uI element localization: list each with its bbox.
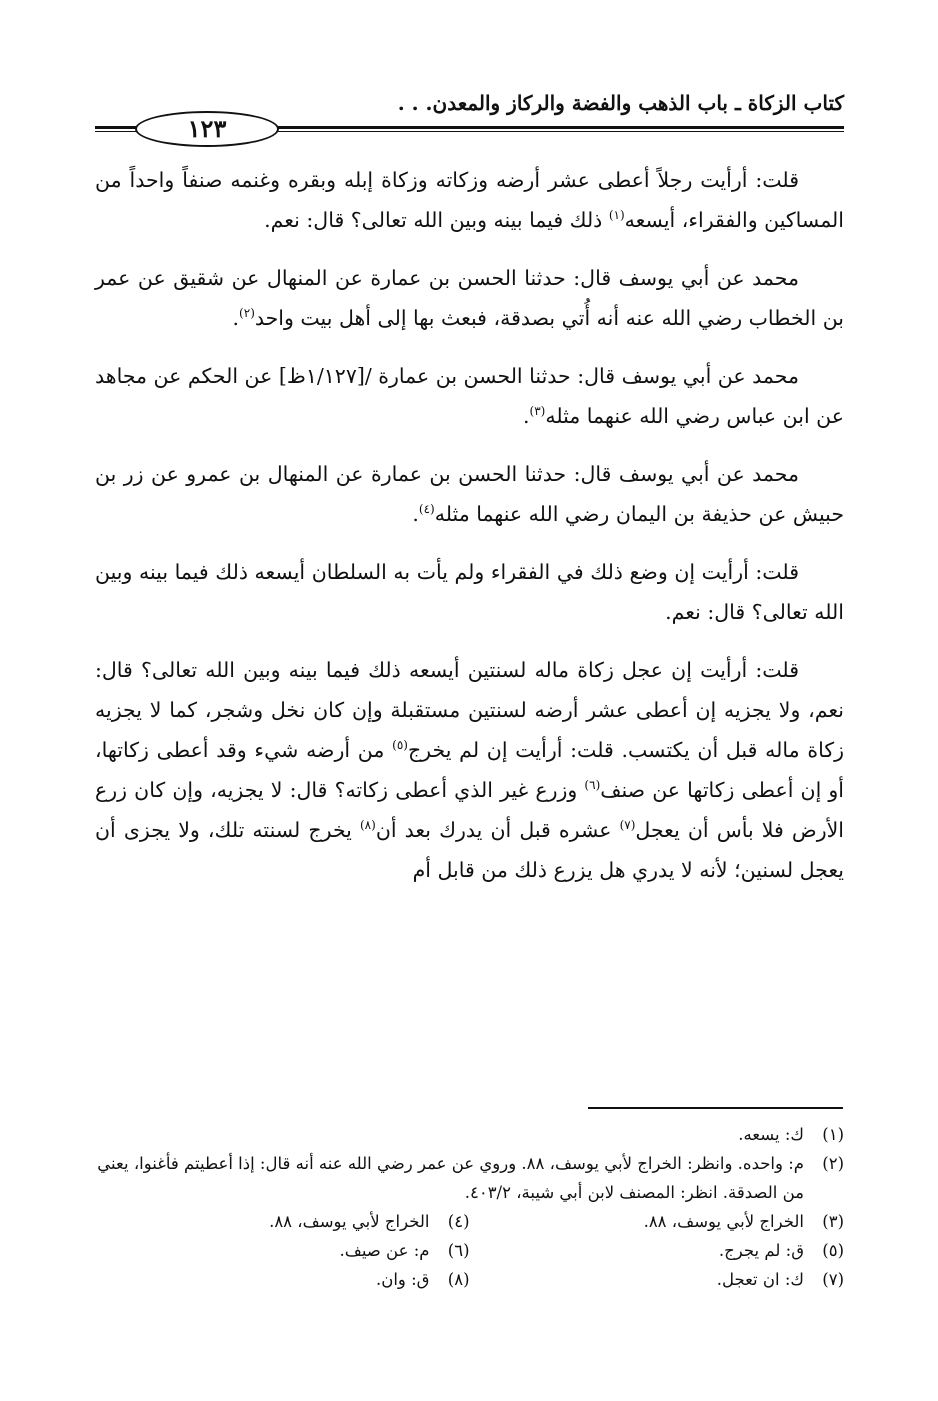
- page-header: [95, 86, 844, 166]
- footnote-ref: (٨): [359, 818, 376, 833]
- footnote-ref: (٦): [584, 778, 601, 793]
- footnote: (٦) م: عن صيف.: [339, 1241, 470, 1260]
- footnote-ref: (١): [608, 208, 625, 223]
- footnote-row: [95, 1265, 844, 1294]
- paragraph: محمد عن أبي يوسف قال: حدثنا الحسن بن عمارة /[١/١٢٧ظ] عن الحكم عن مجاهد عن ابن عباس رضي الله عنهما مثله$^{(٣)}$.: [95, 364, 844, 428]
- footnote-row: [95, 1236, 844, 1265]
- footnote: (٤) الخراج لأبي يوسف، ٨٨.: [269, 1212, 470, 1231]
- paragraph: قلت: أرأيت إن عجل زكاة ماله لسنتين أيسعه ذلك فيما بينه وبين الله تعالى؟ قال: نعم، ولا يجزيه إن أعطى عشر أرضه لسنتين مستقبلة وإن كان نخل وشجر، كما لا يجزيه زكاة ماله قبل أن يكتسب. قلت: أرأيت إن لم يخرج$^{(٥)}$ من أرضه شيء وقد أعطى زكاتها، أو إن أعطى زكاتها عن صنف$^{(٦)}$ وزرع غير الذي أعطى زكاته؟ قال: لا يجزيه، وإن كان زرع الأرض فلا بأس أن يعجل$^{(٧)}$ عشره قبل أن يدرك بعد أن$^{(٨)}$ يخرج لسنته تلك، ولا يجزى أن يعجل لسنين؛ لأنه لا يدري هل يزرع ذلك من قابل أم: [95, 658, 845, 882]
- footnote-row: [95, 1207, 844, 1236]
- footnote: (٣) الخراج لأبي يوسف، ٨٨.: [643, 1212, 844, 1231]
- footnote-ref: (٢): [239, 306, 255, 321]
- paragraph: قلت: أرأيت إن وضع ذلك في الفقراء ولم يأت به السلطان أيسعه ذلك فيما بينه وبين الله تعالى؟ قال: نعم.: [95, 560, 844, 624]
- running-title: كتاب الزكاة ـ باب الذهب والفضة والركاز والمعدن. . .: [397, 91, 844, 115]
- footnote-ref: (٥): [392, 738, 408, 753]
- page-number: ١٢٣: [135, 111, 279, 147]
- footnote-ref: (٧): [619, 818, 636, 833]
- footnote: (٥) ق: لم يجرج.: [718, 1241, 844, 1260]
- paragraph: قلت: أرأيت رجلاً أعطى عشر أرضه وزكاته وزكاة إبله وبقره وغنمه صنفاً واحداً من المساكين والفقراء، أيسعه$^{(١)}$ ذلك فيما بينه وبين الله تعالى؟ قال: نعم.: [95, 168, 844, 232]
- footnote-ref: (٣): [529, 404, 546, 419]
- main-text: [95, 160, 844, 908]
- footnote: (١) ك: يسعه.: [738, 1125, 844, 1144]
- footnote: (٢) م: واحده. وانظر: الخراج لأبي يوسف، ٨٨. وروي عن عمر رضي الله عنه أنه قال: إذا أعطيتم فأغنوا، يعني من الصدقة. انظر: المصنف لابن أبي شيبة، ٤٠٣/٢.: [97, 1154, 844, 1202]
- footnotes: [95, 1120, 844, 1294]
- paragraph: محمد عن أبي يوسف قال: حدثنا الحسن بن عمارة عن المنهال عن شقيق عن عمر بن الخطاب رضي الله عنه أنه أُتي بصدقة، فبعث بها إلى أهل بيت واحد$^{(٢)}$.: [95, 266, 844, 330]
- paragraph: محمد عن أبي يوسف قال: حدثنا الحسن بن عمارة عن المنهال بن عمرو عن زر بن حبيش عن حذيفة بن اليمان رضي الله عنهما مثله$^{(٤)}$.: [95, 462, 844, 526]
- footnote-separator: [588, 1107, 843, 1109]
- footnote-ref: (٤): [418, 502, 435, 517]
- footnote: (٨) ق: وان.: [375, 1270, 470, 1289]
- footnote: (٧) ك: ان تعجل.: [716, 1270, 844, 1289]
